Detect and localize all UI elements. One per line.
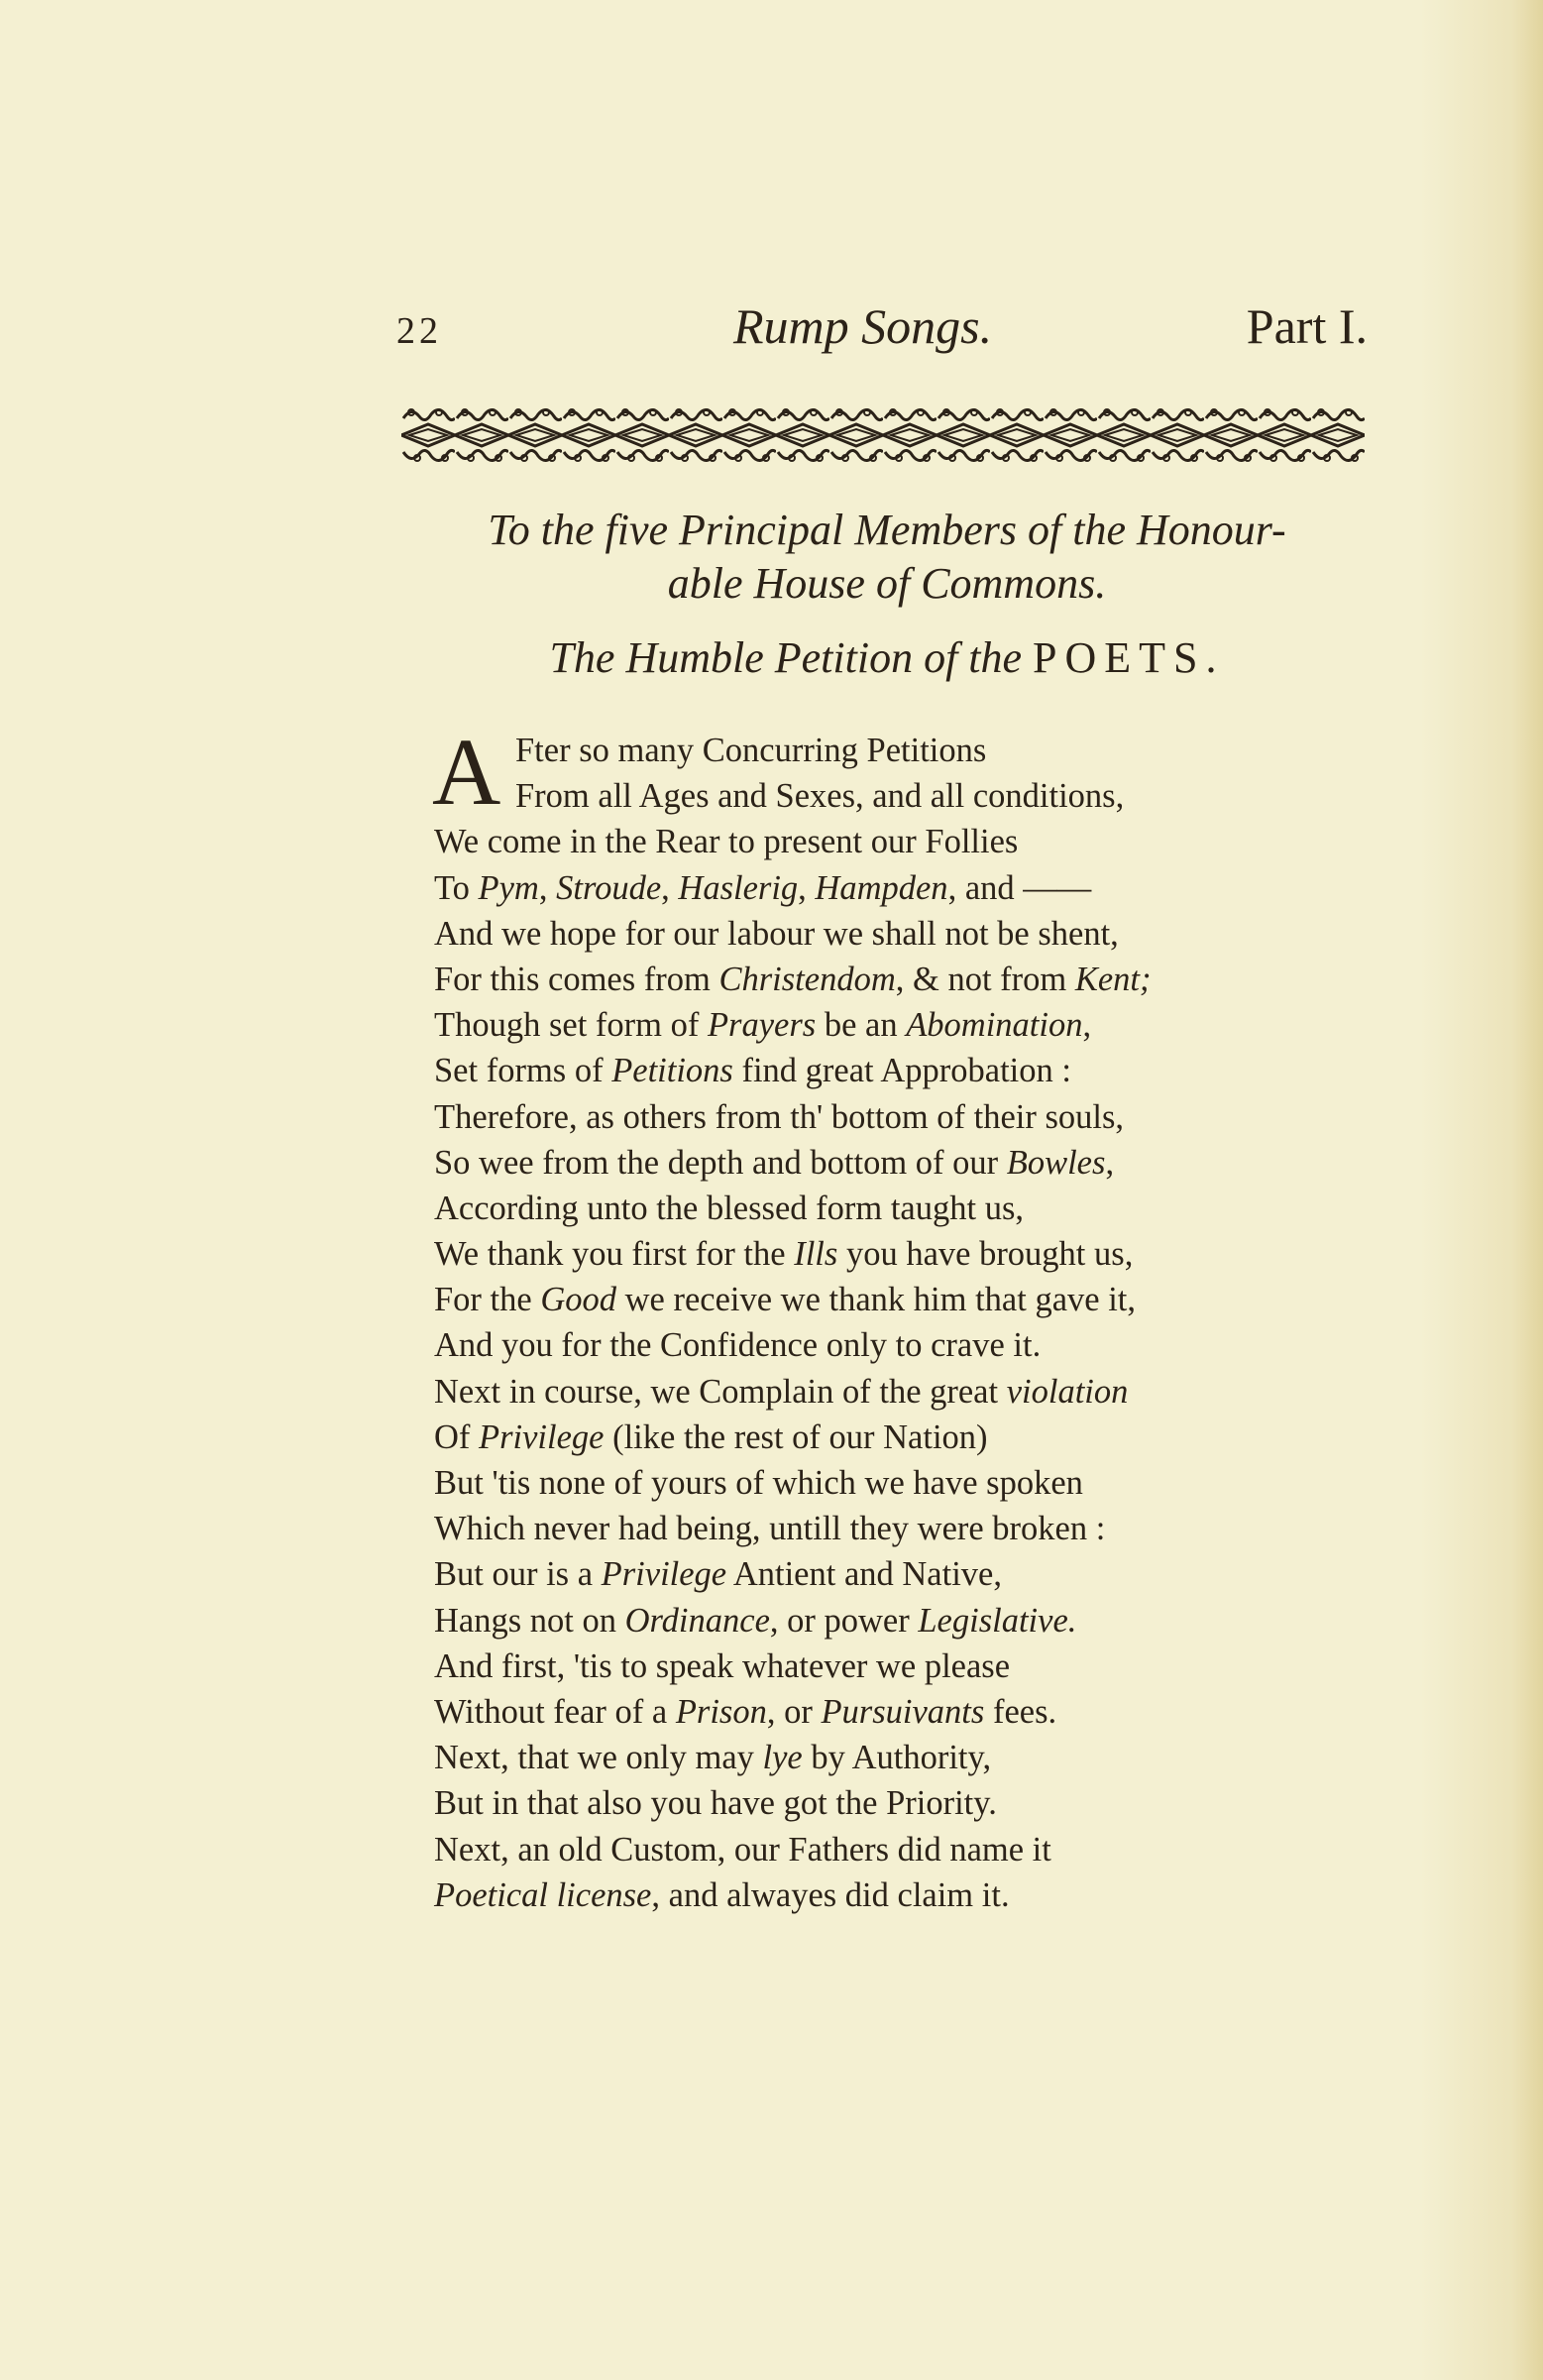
verse-segment: For the <box>434 1281 541 1319</box>
verse-line <box>434 1048 1356 1093</box>
drop-cap: A <box>432 719 501 825</box>
verse-segment: We come in the Rear to present our Follies <box>434 823 1019 861</box>
verse-segment: , <box>1082 1006 1092 1045</box>
verse-italic-segment: Christendom <box>718 960 896 998</box>
verse-line <box>434 819 1356 864</box>
verse-segment: , <box>538 868 557 907</box>
verse-segment: be an <box>816 1006 907 1045</box>
subtitle-caps: POETS. <box>1033 633 1225 682</box>
verse-line <box>434 1506 1356 1551</box>
ornament-band-icon <box>401 404 1365 466</box>
poem-title-line-2: able House of Commons. <box>667 559 1107 608</box>
verse-line <box>434 1598 1356 1643</box>
verse-segment: So wee from the depth and bottom of our <box>434 1143 1007 1182</box>
verse-segment: , and alwayes did claim it. <box>651 1875 1010 1914</box>
verse-segment: Without fear of a <box>434 1692 676 1731</box>
verse-italic-segment: Hampden <box>815 868 948 907</box>
verse-line <box>434 1780 1356 1826</box>
verse-segment: Next in course, we Complain of the great <box>434 1372 1007 1411</box>
verse-line <box>434 865 1356 911</box>
subtitle-italic: The Humble Petition of the <box>549 633 1023 682</box>
verse-line <box>434 1643 1356 1689</box>
page-number: 22 <box>396 310 442 352</box>
verse-segment: , & not from <box>895 960 1075 998</box>
verse-segment: Hangs not on <box>434 1601 625 1640</box>
verse-segment: , <box>1105 1143 1115 1182</box>
verse-segment: Set forms of <box>434 1052 612 1090</box>
verse-italic-segment: Poetical license <box>434 1875 652 1914</box>
verse-segment: According unto the blessed form taught us, <box>434 1189 1025 1227</box>
verse-italic-segment: Ordinance <box>624 1601 770 1640</box>
verse-segment: fees. <box>984 1692 1057 1731</box>
verse-line <box>434 728 1356 773</box>
verse-segment: (like the rest of our Nation) <box>604 1417 988 1456</box>
verse-segment: And first, 'tis to speak whatever we please <box>434 1646 1011 1685</box>
verse-italic-segment: Pursuivants <box>821 1692 985 1731</box>
verse-line <box>434 1872 1356 1918</box>
verse-line <box>434 1140 1356 1186</box>
verse-segment: From all Ages and Sexes, and all conditions, <box>515 777 1125 816</box>
verse-segment: But our is a <box>434 1555 602 1594</box>
verse-line <box>434 957 1356 1002</box>
verse-line <box>434 1551 1356 1597</box>
verse-italic-segment: Ills <box>794 1235 838 1274</box>
verse-segment: Which never had being, untill they were broken : <box>434 1510 1106 1548</box>
verse-segment: you have brought us, <box>837 1235 1134 1274</box>
running-title: Rump Songs. <box>733 298 993 354</box>
verse-segment: To <box>434 868 479 907</box>
verse-segment: Though set form of <box>434 1006 708 1045</box>
verse-italic-segment: Petitions <box>611 1052 733 1090</box>
verse-segment: But in that also you have got the Priority. <box>434 1784 997 1823</box>
verse-body <box>432 719 1356 1918</box>
verse-line <box>434 1460 1356 1506</box>
verse-line <box>434 1689 1356 1735</box>
verse-segment: , or power <box>769 1601 919 1640</box>
verse-segment: , and —— <box>947 868 1092 907</box>
verse-line <box>434 773 1356 819</box>
verse-segment: Antient and Native, <box>726 1555 1002 1594</box>
verse-segment: Of <box>434 1417 480 1456</box>
verse-segment: We thank you first for the <box>434 1235 795 1274</box>
verse-italic-segment: Bowles <box>1006 1143 1106 1182</box>
verse-line <box>434 1369 1356 1415</box>
verse-line <box>434 1186 1356 1231</box>
verse-italic-segment: Pym <box>478 868 539 907</box>
verse-italic-segment: Prayers <box>707 1006 817 1045</box>
verse-line <box>434 1735 1356 1780</box>
verse-italic-segment: violation <box>1006 1372 1129 1411</box>
verse-segment: , or <box>766 1692 822 1731</box>
verse-segment: by Authority, <box>802 1739 992 1777</box>
verse-line <box>434 911 1356 957</box>
verse-line <box>434 1827 1356 1872</box>
part-label: Part I. <box>1246 298 1368 354</box>
verse-segment: Fter so many Concurring Petitions <box>515 732 987 769</box>
verse-line <box>434 1002 1356 1048</box>
verse-segment: Therefore, as others from th' bottom of their souls, <box>434 1097 1125 1136</box>
verse-line <box>434 1094 1356 1140</box>
verse-segment: For this comes from <box>434 960 719 998</box>
poem-title <box>401 504 1373 611</box>
verse-segment: And you for the Confidence only to crave it. <box>434 1326 1042 1365</box>
verse-italic-segment: Privilege <box>479 1417 605 1456</box>
verse-segment: , <box>798 868 816 907</box>
verse-line <box>434 1231 1356 1277</box>
verse-italic-segment: Abomination <box>906 1006 1083 1045</box>
poem-title-line-1: To the five Principal Members of the Honour- <box>488 506 1286 554</box>
poem-subtitle <box>401 632 1373 683</box>
verse-italic-segment: Stroude <box>556 868 662 907</box>
verse-italic-segment: Kent; <box>1074 960 1152 998</box>
verse-segment: , <box>661 868 679 907</box>
verse-italic-segment: Haslerig <box>678 868 799 907</box>
verse-line <box>434 1415 1356 1460</box>
verse-segment: Next, that we only may <box>434 1739 763 1777</box>
verse-segment: we receive we thank him that gave it, <box>616 1281 1137 1319</box>
verse-line <box>434 1322 1356 1368</box>
verse-segment: find great Approbation : <box>732 1052 1071 1090</box>
verse-line <box>434 1277 1356 1322</box>
verse-italic-segment: Prison <box>675 1692 767 1731</box>
verse-italic-segment: Legislative. <box>918 1601 1077 1640</box>
verse-italic-segment: Good <box>540 1281 616 1319</box>
verse-segment: But 'tis none of yours of which we have spoken <box>434 1464 1083 1502</box>
verse-italic-segment: Privilege <box>601 1555 727 1594</box>
verse-segment: And we hope for our labour we shall not be shent, <box>434 914 1119 953</box>
running-header <box>396 297 1368 357</box>
verse-italic-segment: lye <box>762 1739 803 1777</box>
verse-segment: Next, an old Custom, our Fathers did name it <box>434 1830 1051 1869</box>
